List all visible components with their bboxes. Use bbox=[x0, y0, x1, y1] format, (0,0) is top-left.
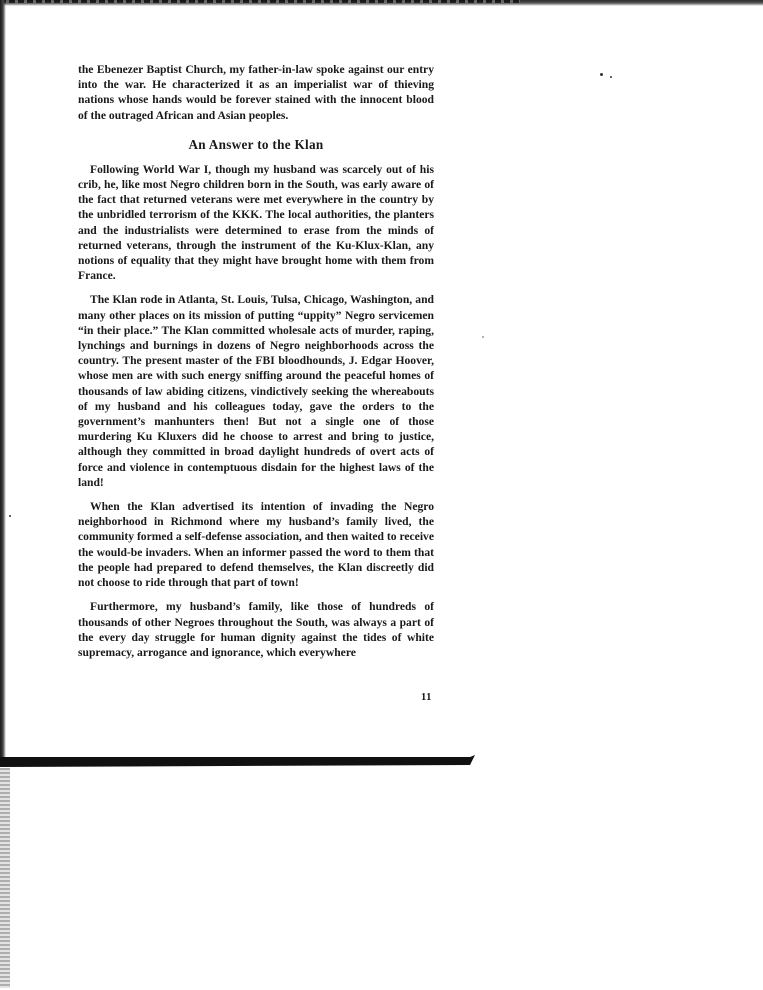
paragraph: Furthermore, my husband’s family, like those of hundreds of thousands of other Negroes throughout the South, was always a part of the every day struggle for human dignity against the tides of white supremacy, arrogance and ignorance, which everywhere bbox=[78, 600, 434, 659]
scan-top-perforation bbox=[0, 0, 520, 3]
scan-left-lower-edge bbox=[0, 768, 10, 988]
page-number: 11 bbox=[421, 692, 432, 703]
scan-speck bbox=[600, 73, 603, 76]
scan-speck bbox=[610, 76, 612, 78]
paragraph: The Klan rode in Atlanta, St. Louis, Tulsa, Chicago, Washington, and many other places on its mission of putting “uppity” Negro servicemen “in their place.” The Klan committed wholesale acts of murder, raping, lynchings and burnings in dozens of Negro neighborhoods across the country. The present master of the FBI bloodhounds, J. Edgar Hoover, whose men are with such energy sniffing around the peaceful homes of thousands of law abiding citizens, vindictively seeking the whereabouts of my husband and his colleagues today, gave the orders to the government’s manhunters then! But not a single one of those murdering Ku Kluxers did he choose to arrest and bring to justice, although they committed in broad daylight hundreds of overt acts of force and violence in contemptuous disdain for the highest laws of the land! bbox=[78, 293, 434, 489]
scan-speck bbox=[9, 515, 11, 517]
scan-page-bottom-edge bbox=[0, 755, 475, 769]
scan-speck bbox=[482, 336, 484, 338]
section-heading: An Answer to the Klan bbox=[188, 136, 324, 152]
document-body bbox=[78, 62, 434, 669]
opening-paragraph: the Ebenezer Baptist Church, my father-in-law spoke against our entry into the war. He characterized it as an imperialist war of thieving nations whose hands would be forever stained with the innocent blood of the outraged African and Asian peoples. bbox=[78, 63, 434, 122]
scan-left-edge bbox=[0, 0, 6, 760]
paragraph: Following World War I, though my husband was scarcely out of his crib, he, like most Negro children born in the South, was early aware of the fact that returned veterans were met everywhere in the country by the unbridled terrorism of the KKK. The local authorities, the planters and the industrialists were determined to erase from the minds of returned veterans, through the instrument of the Ku-Klux-Klan, any notions of equality that they might have brought home with them from France. bbox=[78, 162, 434, 283]
paragraph: When the Klan advertised its intention of invading the Negro neighborhood in Richmond where my husband’s family lived, the community formed a self-defense association, and then waited to receive the would-be invaders. When an informer passed the word to them that the people had prepared to defend themselves, the Klan discreetly did not choose to ride through that part of town! bbox=[78, 500, 434, 590]
